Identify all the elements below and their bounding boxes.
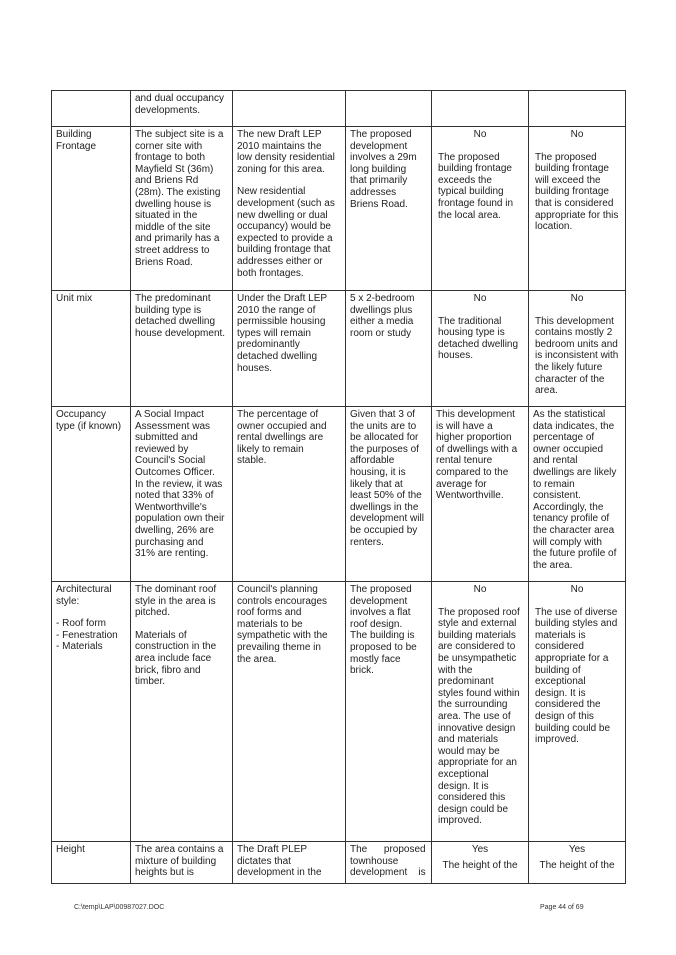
cell-compatible-future [529,582,626,842]
cell-text: A Social Impact Assessment was submitted and reviewed by Council's Social Outcomes Officer. In the review, it was noted that 33% of Wentworthville's population own their dwelling, 26% are purchasing and 31% are renting. [135,409,225,560]
assessment-table [51,90,626,884]
cell-text: The proposed development involves a 29m long building that primarily addresses Briens Road. [350,129,417,210]
cell-future-character [233,91,346,127]
cell-compatible-future [529,407,626,582]
cell-text: Given that 3 of the units are to be allocated for the purposes of affordable housing, it is likely that at least 50% of the dwellings in the development will be occupied by renters. [350,409,424,548]
cell-criteria [52,842,131,884]
compliance-status: No [570,584,584,595]
cell-existing-character [131,842,233,884]
table-row-building-frontage [52,127,626,291]
cell-text: and dual occupancy developments. [135,93,224,116]
footer-page-number: Page 44 of 69 [540,904,584,911]
cell-compatible-existing [432,582,529,842]
cell-compatible-existing [432,127,529,291]
cell-criteria [52,91,131,127]
cell-proposal [346,407,432,582]
cell-existing-character [131,291,233,407]
cell-text: This development is will have a higher proportion of dwellings with a rental tenure compared to the average for Wentworthville. [436,409,518,502]
cell-text: This development contains mostly 2 bedroom units and is inconsistent with the likely future character of the area. [535,315,619,397]
compliance-status: Yes [471,844,489,855]
criteria-sublist: - Roof form - Fenestration - Materials [56,618,118,653]
compliance-status: No [570,129,584,140]
cell-text: The height of the [442,859,518,871]
criteria-label: Occupancy type (if known) [56,409,122,432]
cell-text: The proposed roof style and external building materials are considered to be unsympathetic with the predominant styles found within the surrounding area. The use of innovative design and materials would may be appropriate for an exceptional design. It is considered this design could be improved. [438,606,520,827]
criteria-label: Height [56,844,85,855]
table-row-occupancy-type [52,407,626,582]
cell-future-character [233,291,346,407]
table-row-architectural-style [52,582,626,842]
table-row-unit-mix [52,291,626,407]
cell-text: Under the Draft LEP 2010 the range of permissible housing types will remain predominantly detached dwelling houses. [237,293,328,374]
cell-criteria [52,127,131,291]
cell-criteria [52,582,131,842]
cell-proposal [346,842,432,884]
cell-future-character [233,127,346,291]
cell-proposal [346,291,432,407]
compliance-status: No [473,584,487,595]
cell-text: The dominant roof style in the area is pitched. [135,584,217,619]
cell-compatible-existing [432,407,529,582]
cell-text: The use of diverse building styles and materials is considered appropriate for a building of exceptional design. It is considered the design of this building could be improved. [535,606,618,746]
cell-existing-character [131,582,233,842]
criteria-label: Unit mix [56,293,93,304]
cell-text: The Draft PLEP dictates that development in the [237,844,322,879]
compliance-status: No [570,293,584,304]
table-row-continuation [52,91,626,127]
cell-text: The area contains a mixture of building heights but is [135,844,224,879]
criteria-label: Architectural style: [56,584,112,607]
cell-existing-character [131,91,233,127]
compliance-status: No [473,293,487,304]
cell-text: 5 x 2-bedroom dwellings plus either a media room or study [350,293,415,339]
cell-text: Council's planning controls encourages roof forms and materials to be sympathetic with the prevailing theme in the area. [237,584,328,665]
cell-text: The new Draft LEP 2010 maintains the low density residential zoning for this area. [237,129,335,175]
compliance-status: No [473,129,487,140]
table-row-height [52,842,626,884]
cell-compatible-existing [432,842,529,884]
cell-future-character [233,582,346,842]
criteria-label: Building Frontage [56,129,97,152]
cell-compatible-future [529,842,626,884]
cell-text: The proposed building frontage exceeds the typical building frontage found in the local area. [438,151,514,221]
cell-proposal [346,127,432,291]
cell-proposal [346,91,432,127]
cell-criteria [52,291,131,407]
cell-text: As the statistical data indicates, the percentage of owner occupied and rental dwellings are likely to remain consistent. Accordingly, the tenancy profile of the character area will comply with the future profile of the area. [533,409,617,571]
cell-text: The proposed building frontage will exceed the building frontage that is considered appropriate for this location. [535,151,619,233]
cell-compatible-future [529,127,626,291]
cell-future-character [233,842,346,884]
cell-compatible-future [529,291,626,407]
cell-text: The proposed townhouse development is [350,844,426,879]
cell-criteria [52,407,131,582]
cell-compatible-existing [432,91,529,127]
cell-text: The predominant building type is detached dwelling house development. [135,293,226,339]
cell-future-character [233,407,346,582]
cell-proposal [346,582,432,842]
cell-text: The traditional housing type is detached dwelling houses. [438,315,519,362]
cell-text: Materials of construction in the area include face brick, fibro and timber. [135,629,217,688]
compliance-status: Yes [568,844,586,855]
cell-text: The proposed development involves a flat roof design. The building is proposed to be mostly face brick. [350,584,417,677]
cell-text: The subject site is a corner site with frontage to both Mayfield St (36m) and Briens Rd (28m). The existing dwelling house is situated in the middle of the site and primarily has a street address to Briens Road. [135,129,224,268]
cell-existing-character [131,407,233,582]
cell-text: The percentage of owner occupied and rental dwellings are likely to remain stable. [237,409,327,467]
cell-existing-character [131,127,233,291]
cell-text: New residential development (such as new dwelling or dual occupancy) would be expected to provide a building frontage that addresses either or both frontages. [237,186,335,279]
cell-text: The height of the [539,859,615,871]
footer-file-path: C:\temp\LAP\00987027.DOC [74,904,165,911]
cell-compatible-future [529,91,626,127]
cell-compatible-existing [432,291,529,407]
